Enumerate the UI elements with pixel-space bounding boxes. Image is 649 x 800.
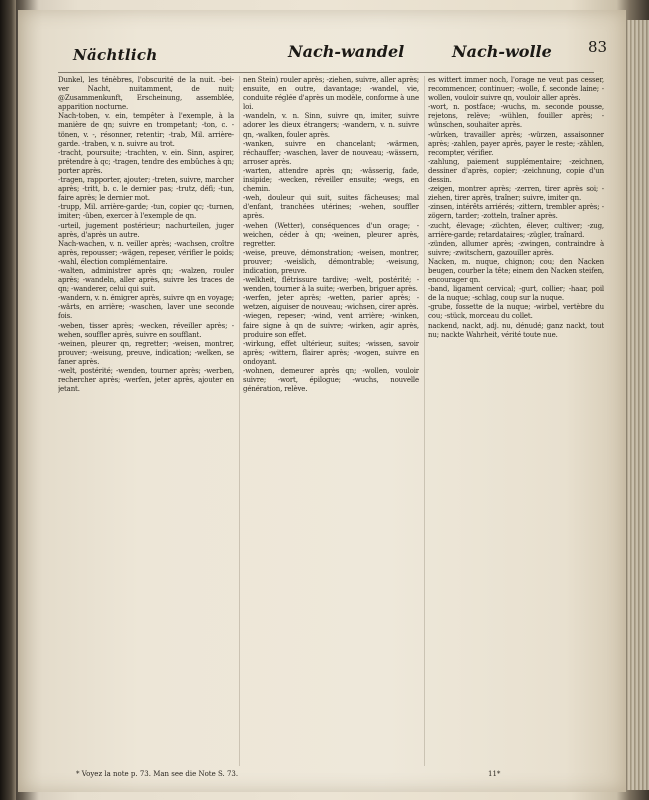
entry-paragraph: -walten, administrer après qn; -walzen, rouler après; -wandeln, aller après, suivre les traces de qn; -wanderer, celui qui suit. (58, 266, 234, 294)
entry-paragraph: -trupp, Mil. arrière-garde; -tun, copier qc; -turnen, imiter; -üben, exercer à l'exemple de qn. (58, 203, 234, 221)
entry-paragraph: Dunkel, les ténèbres, l'obscurité de la nuit. -bei- ver Nacht, nuitamment, de nuit; @Zusammenkunft, Erscheinung, assemblée, apparition nocturne. (58, 76, 234, 112)
entry-paragraph: -urteil, jugement postérieur; nachurteilen, juger après, d'après un autre. (58, 221, 234, 239)
entry-paragraph: -tracht, poursuite; -trachten, v. ein. Sinn, aspirer, prétendre à qc; -tragen, tendre des embûches à qn; porter après. (58, 148, 234, 175)
entry-paragraph: nackend, nackt, adj. nu, dénudé; ganz nackt, tout nu; nackte Wahrheit, vérité toute nue. (428, 321, 604, 339)
entry-paragraph: Nacken, m. nuque, chignon; cou; den Nacken beugen, courber la tête; einem den Nacken steifen, encourager qn. (428, 257, 604, 285)
entry-paragraph: -wandeln, v. n. Sinn, suivre qn, imiter, suivre adorer les dieux étrangers; -wandern, v. n. suivre qn, -walken, fouler après. (243, 112, 419, 139)
entry-paragraph: -weise, preuve, démonstration; -weisen, montrer, prouver; -weislich, démontrable; -weisung, indication, preuve. (243, 248, 419, 275)
text-columns (58, 76, 608, 766)
entry-paragraph: -zünden, allumer après; -zwingen, contraindre à suivre; -zwitschern, gazouiller après. (428, 239, 604, 257)
entry-paragraph: -wandern, v. n. émigrer après, suivre qn en voyage; -wärts, en arrière; -waschen, laver une seconde fois. (58, 294, 234, 321)
entry-paragraph: -welt, postérité; -wenden, tourner après; -werben, rechercher après; -werfen, jeter après, ajouter en jetant. (58, 367, 234, 394)
column-3 (428, 76, 604, 766)
column-1 (58, 76, 234, 766)
header-middle-word: Nach-wandel (288, 42, 405, 61)
entry-paragraph: -wanken, suivre en chancelant; -wärmen, réchauffer; -waschen, laver de nouveau; -wässern, arroser après. (243, 139, 419, 166)
entry-paragraph: -wehen (Wetter), conséquences d'un orage; -weichen, céder à qn; -weinen, pleurer après, regretter. (243, 221, 419, 248)
entry-paragraph: Nach-toben, v. ein, tempêter à l'exemple, à la manière de qn; suivre en trompetant; -ton, c. -tönen, v. -, résonner, retentir; -trab, Mil. arrière-garde. -traben, v. n. suivre au trot. (58, 112, 234, 148)
header-rule (58, 72, 594, 73)
entry-paragraph: -weinen, pleurer qn, regretter; -weisen, montrer, prouver; -weisung, preuve, indication; -welken, se faner après. (58, 339, 234, 366)
entry-paragraph: -wiegen, repeser; -wind, vent arrière; -winken, faire signe à qn de suivre; -wirken, agir après, produire son effet. (243, 312, 419, 339)
entry-paragraph: -grube, fossette de la nuque; -wirbel, vertèbre du cou; -stück, morceau du collet. (428, 303, 604, 321)
entry-paragraph: -weh, douleur qui suit, suites fâcheuses; mal d'enfant, tranchées utérines; -wehen, souffler après. (243, 194, 419, 221)
entry-paragraph: -werfen, jeter après; -wetten, parier après; -wetzen, aiguiser de nouveau; -wichsen, cirer après. (243, 294, 419, 312)
entry-paragraph: -tragen, rapporter, ajouter; -treten, suivre, marcher après; -tritt, b. c. le dernier pas; -trutz, défi; -tun, faire après; le dernier mot. (58, 176, 234, 203)
entry-paragraph: -weben, tisser après; -wecken, réveiller après; -wehen, souffler après, suivre en soufflant. (58, 321, 234, 339)
entry-paragraph: -zeigen, montrer après; -zerren, tirer après soi; -ziehen, tirer après, traîner; suivre, imiter qn. (428, 185, 604, 203)
header-right-word: Nach-wolle (452, 42, 552, 61)
entry-paragraph: -welkheit, flétrissure tardive; -welt, postérité; -wenden, tourner à la suite; -werben, briguer après. (243, 276, 419, 294)
dictionary-page (18, 10, 626, 792)
entry-paragraph: -wirkung, effet ultérieur, suites; -wissen, savoir après; -wittern, flairer après; -wogen, suivre en ondoyant. (243, 339, 419, 366)
entry-paragraph: Nach-wachen, v. n. veiller après; -wachsen, croître après, repousser; -wägen, repeser, vérifier le poids; -wahl, élection complémentaire. (58, 239, 234, 266)
footnote: * Voyez la note p. 73. Man see die Note S. 73. (76, 770, 239, 778)
column-2 (243, 76, 419, 766)
entry-paragraph: es wittert immer noch, l'orage ne veut pas cesser, recommencer, continuer; -wolle, f. seconde laine; -wollen, vouloir suivre qn, vouloir aller après. (428, 76, 604, 103)
header-left-word: Nächtlich (73, 46, 158, 64)
entry-paragraph: -zucht, élevage; -züchten, élever, cultiver; -zug, arrière-garde; retardataires; -zügler, traînard. (428, 221, 604, 239)
entry-paragraph: -zinsen, intérêts arriérés; -zittern, trembler après; -zögern, tarder; -zotteln, traîner après. (428, 203, 604, 221)
entry-paragraph: -wohnen, demeurer après qn; -wollen, vouloir suivre; -wort, épilogue; -wuchs, nouvelle génération, relève. (243, 367, 419, 394)
entry-paragraph: -wort, n. postface; -wuchs, m. seconde pousse, rejetons, relève; -wühlen, fouiller après; -wünschen, souhaiter après. (428, 103, 604, 130)
entry-paragraph: -zahlung, paiement supplémentaire; -zeichnen, dessiner d'après, copier; -zeichnung, copie d'un dessin. (428, 157, 604, 185)
page-edges (627, 20, 649, 790)
entry-paragraph: -warten, attendre après qn; -wässerig, fade, insipide; -wecken, réveiller ensuite; -wegs, en chemin. (243, 166, 419, 194)
entry-paragraph: -würken, travailler après; -würzen, assaisonner après; -zahlen, payer après, payer le reste; -zählen, recompter, vérifier. (428, 130, 604, 157)
running-header (18, 32, 626, 68)
page-number: 83 (588, 38, 608, 56)
entry-paragraph: -band, ligament cervical; -gurt, collier; -haar, poil de la nuque; -schlag, coup sur la nuque. (428, 285, 604, 303)
book-gutter (0, 0, 16, 800)
entry-paragraph: nen Stein) rouler après; -ziehen, suivre, aller après; ensuite, en outre, davantage; -wandel, vie, conduite réglée d'après un modèle, conforme à une loi. (243, 76, 419, 112)
signature-mark: 11* (488, 770, 501, 778)
